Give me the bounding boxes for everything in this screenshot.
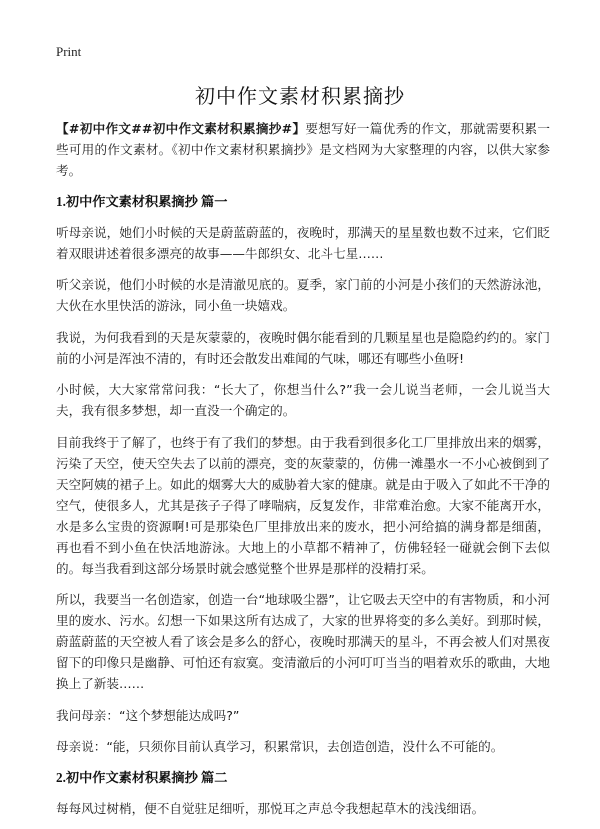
intro-text: 要想写好一篇优秀的作文，那就需要积累一些可用的作文素材。《初中作文素材积累摘抄》是文档网为大家整理的内容，以供大家参考。 [56, 121, 550, 178]
print-label[interactable]: Print [56, 44, 82, 59]
paragraph: 小时候，大大家常常问我：“长大了，你想当什么?”我一会儿说当老师，一会儿说当大夫，我有很多梦想，却一直没一个确定的。 [56, 382, 550, 418]
section-heading: 1.初中作文素材积累摘抄 篇一 [56, 193, 228, 209]
intro-tag: 【#初中作文##初中作文素材积累摘抄#】 [56, 121, 306, 136]
section-heading: 2.初中作文素材积累摘抄 篇二 [56, 769, 228, 785]
paragraph: 听父亲说，他们小时候的水是清澈见底的。夏季，家门前的小河是小孩们的天然游泳池，大伙在水里快活的游泳，同小鱼一块嬉戏。 [56, 277, 550, 313]
paragraph: 目前我终于了解了，也终于有了我们的梦想。由于我看到很多化工厂里排放出来的烟雾，污染了天空，使天空失去了以前的漂亮，变的灰蒙蒙的，仿佛一滩墨水一不小心被倒到了天空阿姨的裙子上。如此的烟雾大大的威胁着大家的健康。就是由于吸入了如此不干净的空气，使很多人，尤其是孩子子得了哮喘病，反复发作，非常难治愈。大家不能离开水，水是多么宝贵的资源啊!可是那染色厂里排放出来的废水，把小河给搞的满身都是细菌，再也看不到小鱼在快活地游泳。大地上的小草都不精神了，仿佛轻轻一碰就会倒下去似的。每当我看到这部分场景时就会感觉整个世界是那样的没精打采。 [56, 434, 550, 576]
paragraph: 我问母亲：“这个梦想能达成吗?” [56, 707, 240, 723]
paragraph: 母亲说：“能，只须你目前认真学习，积累常识，去创造创造，没什么不可能的。 [56, 739, 504, 754]
paragraph: 每每风过树梢，便不自觉驻足细听，那悦耳之声总令我想起草木的浅浅细语。 [56, 800, 485, 816]
paragraph: 我说，为何我看到的天是灰蒙蒙的，夜晚时偶尔能看到的几颗星星也是隐隐约约的。家门前的小河是浑浊不清的，有时还会散发出难闻的气味，哪还有哪些小鱼呀! [56, 329, 550, 366]
paragraph: 所以，我要当一名创造家，创造一台“地球吸尘器”，让它吸去天空中的有害物质，和小河里的废水、污水。幻想一下如果这所有达成了，大家的世界将变的多么美好。到那时候，蔚蓝蔚蓝的天空被人看了该会是多么的舒心，夜晚时那满天的星斗，不再会被人们对黑夜留下的印像只是幽静、可怕还有寂寞。变清澈后的小河叮叮当当的唱着欢乐的歌曲，大地换上了新装…… [56, 592, 550, 691]
document-title: 初中作文素材积累摘抄 [195, 84, 405, 108]
document-body [56, 118, 550, 829]
paragraph: 听母亲说，她们小时候的天是蔚蓝蔚蓝的，夜晚时，那满天的星星数也数不过来，它们眨着双眼讲述着很多漂亮的故事——牛郎织女、北斗七星…… [56, 224, 550, 261]
intro-paragraph [56, 118, 550, 181]
